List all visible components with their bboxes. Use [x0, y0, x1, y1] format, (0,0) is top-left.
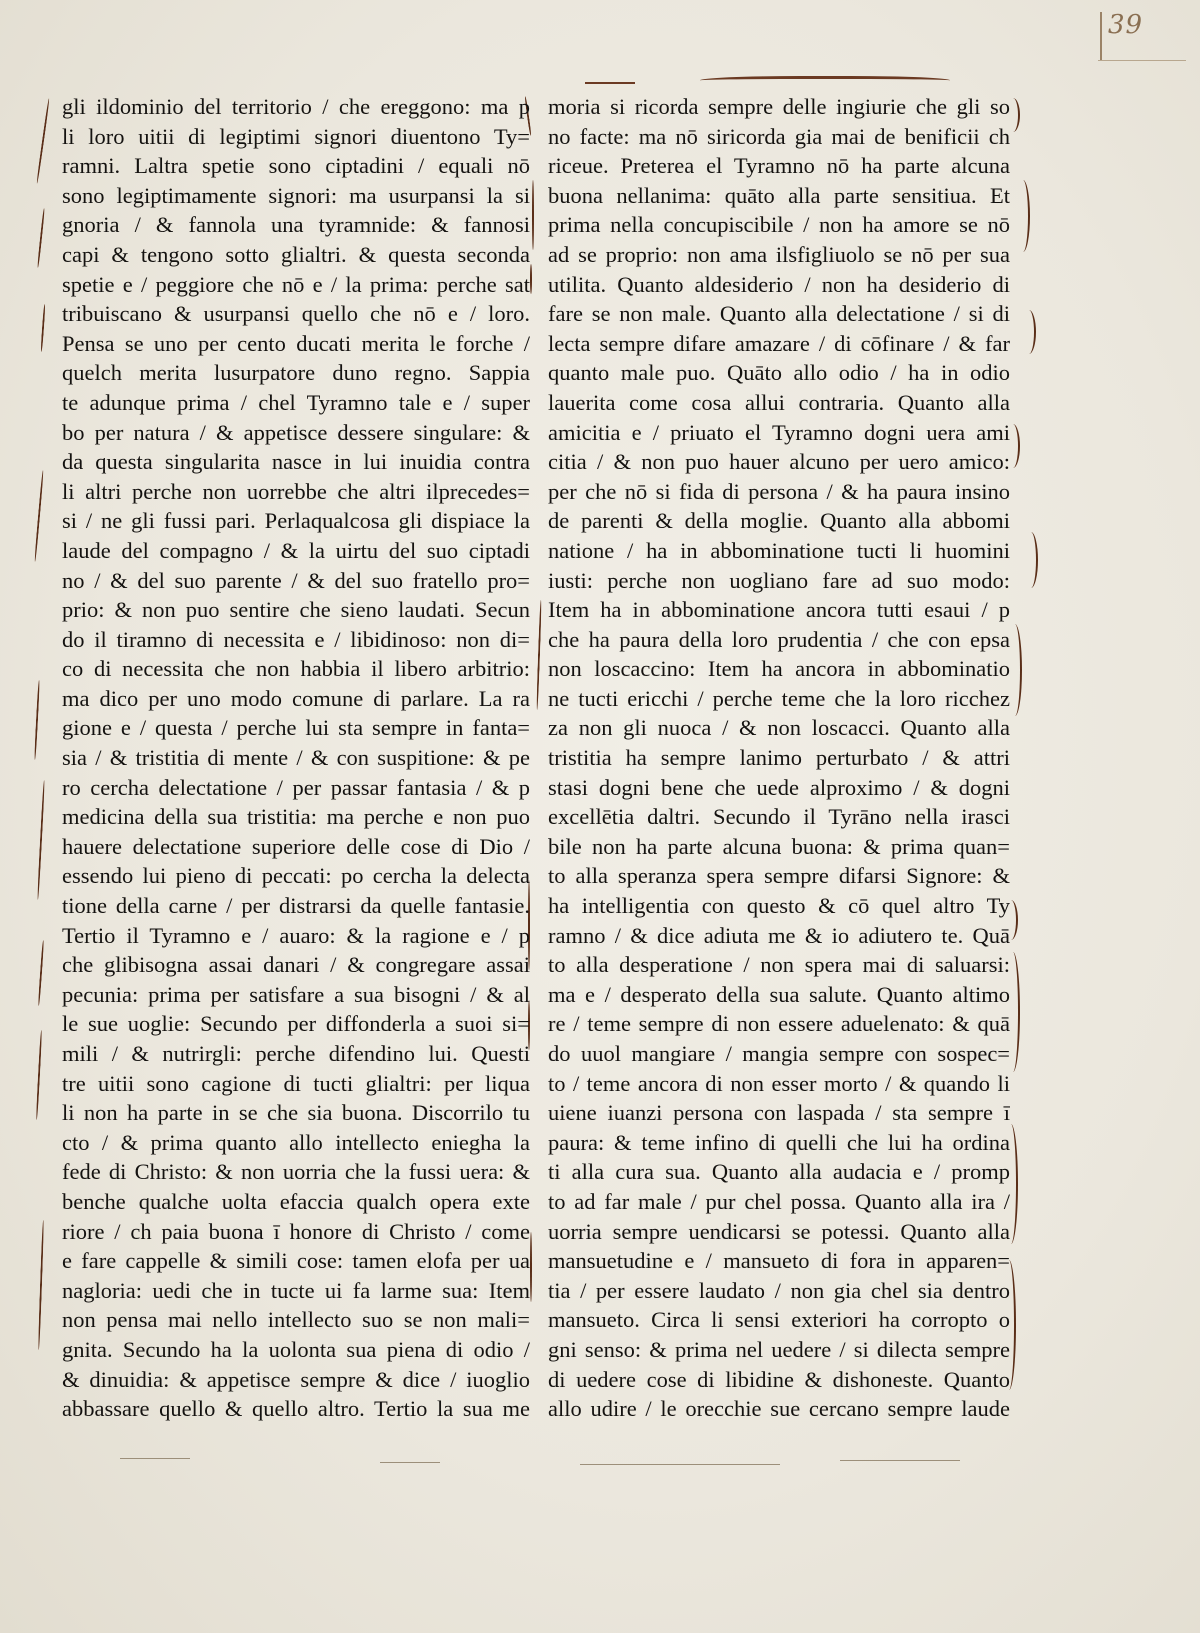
text-line: ramni. Laltra spetie sono ciptadini / equali nō: [62, 153, 530, 179]
text-line: Pensa se uno per cento ducati merita le forche /: [62, 330, 530, 356]
text-line: te adunque prima / chel Tyramno tale e / super: [62, 389, 530, 415]
margin-mark: [36, 1030, 43, 1120]
margin-mark: [34, 470, 44, 562]
text-line: re / teme sempre di non essere aduelenato: & quā: [548, 1011, 1010, 1037]
text-line: gli ildominio del territorio / che ereggono: ma p: [62, 94, 530, 119]
text-line: [548, 1424, 1010, 1454]
top-penwork-flourish: [700, 76, 950, 87]
text-column-right: [548, 92, 1010, 1453]
margin-mark: [34, 680, 40, 760]
text-line: no facte: ma nō siricorda gia mai de benificii ch: [548, 123, 1010, 149]
text-line: buona nellanima: quāto alla parte sensitiua. Et: [548, 182, 1010, 208]
text-line: che glibisogna assai danari / & congregare assai: [62, 952, 530, 978]
text-line: pecunia: prima per satisfare a sua bisogni / & al: [62, 981, 530, 1007]
text-line: tre uitii sono cagione di tucti glialtri: per liqua: [62, 1070, 530, 1096]
text-line: li altri perche non uorrebbe che altri ilprecedes=: [62, 478, 530, 504]
text-line: co di necessita che non habbia il libero arbitrio:: [62, 656, 530, 682]
margin-mark: [38, 940, 45, 1006]
text-line: non pensa mai nello intellecto suo se non mali=: [62, 1307, 530, 1333]
text-line: riceue. Preterea el Tyramno nō ha parte alcuna: [548, 153, 1010, 179]
text-line: medicina della sua tristitia: ma perche e non puo: [62, 804, 530, 830]
text-line: lauerita come cosa allui contraria. Quanto alla: [548, 389, 1010, 415]
text-line: utilita. Quanto aldesiderio / non ha desiderio di: [548, 271, 1010, 297]
text-column-left: [62, 92, 530, 1453]
text-line: & dinuidia: & appetisce sempre & dice / iuoglio: [62, 1366, 530, 1392]
text-line: do il tiramno di necessita e / libidinoso: non di=: [62, 626, 530, 652]
text-line: iusti: perche non uogliano fare ad suo modo:: [548, 567, 1010, 593]
text-line: ti alla cura sua. Quanto alla audacia e / promp: [548, 1159, 1010, 1185]
text-line: hauere delectatione superiore delle cose di Dio /: [62, 833, 530, 859]
folio-rule-vertical: [1100, 12, 1102, 60]
text-line: Item ha in abbominatione ancora tutti esaui / p: [548, 597, 1010, 623]
text-line: le sue uoglie: Secundo per diffonderla a suoi si=: [62, 1011, 530, 1037]
margin-mark: [36, 98, 50, 183]
text-line: tribuiscano & usurpansi quello che nō e / loro.: [62, 301, 530, 327]
text-line: prima nella concupiscibile / non ha amore se nō: [548, 212, 1010, 238]
text-line: tristitia ha sempre lanimo perturbato / & attri: [548, 745, 1010, 771]
text-line: laude del compagno / & la uirtu del suo ciptadi: [62, 537, 530, 563]
margin-mark: [40, 304, 45, 352]
bottom-rule: [380, 1462, 440, 1463]
text-line: fare se non male. Quanto alla delectatione / si di: [548, 301, 1010, 327]
bottom-rule: [120, 1458, 190, 1459]
margin-mark: [37, 208, 45, 268]
text-line: riore / ch paia buona ī honore di Christo / come: [62, 1218, 530, 1244]
text-line: [62, 1424, 530, 1454]
text-line: ramno / & dice adiuta me & io adiutero te. Quā: [548, 922, 1010, 948]
text-line: si / ne gli fussi pari. Perlaqualcosa gli dispiace la: [62, 508, 530, 534]
text-line: da questa singularita nasce in lui inuidia contra: [62, 449, 530, 475]
margin-bracket: [1016, 180, 1030, 252]
text-line: gnoria / & fannola una tyramnide: & fannosi: [62, 212, 530, 238]
text-line: capi & tengono sotto glialtri. & questa seconda: [62, 241, 530, 267]
text-line: prio: & non puo sentire che sieno laudati. Secun: [62, 597, 530, 623]
text-line: Tertio il Tyramno e / auaro: & la ragione e / p: [62, 922, 530, 948]
text-line: ma dico per uno modo comune di parlare. La ra: [62, 685, 530, 711]
text-line: amicitia e / priuato el Tyramno dogni uera ami: [548, 419, 1010, 445]
text-line: stasi dogni bene che uede alproximo / & dogni: [548, 774, 1010, 800]
bottom-rule: [580, 1464, 780, 1465]
text-line: za non gli nuoca / & non loscacci. Quanto alla: [548, 715, 1010, 741]
text-line: moria si ricorda sempre delle ingiurie che gli so: [548, 94, 1010, 119]
gutter-mark: [532, 180, 534, 250]
text-line: quanto male puo. Quāto allo odio / ha in odio: [548, 360, 1010, 386]
text-line: per che nō si fida di persona / & ha paura insino: [548, 478, 1010, 504]
text-line: natione / ha in abbominatione tucti li huomini: [548, 537, 1010, 563]
text-line: tione della carne / per distrarsi da quelle fantasie.: [62, 893, 530, 919]
text-line: lecta sempre difare amazare / di cōfinare / & far: [548, 330, 1010, 356]
text-line: no / & del suo parente / & del suo fratello pro=: [62, 567, 530, 593]
margin-bracket: [1022, 310, 1036, 354]
margin-bracket: [1008, 624, 1022, 716]
text-line: tia / per essere laudato / non gia chel sia dentro: [548, 1277, 1010, 1303]
text-line: paura: & teme infino di quelli che lui ha ordina: [548, 1129, 1010, 1155]
text-line: uiene iuanzi persona con laspada / sta sempre ī: [548, 1100, 1010, 1126]
text-line: to alla desperatione / non spera mai di saluarsi:: [548, 952, 1010, 978]
text-line: sono legiptimamente signori: ma usurpansi la si: [62, 182, 530, 208]
text-line: bile non ha parte alcuna buona: & prima quan=: [548, 833, 1010, 859]
text-line: nagloria: uedi che in tucte ui fa larme sua: Item: [62, 1277, 530, 1303]
text-line: to ad far male / pur chel possa. Quanto alla ira /: [548, 1188, 1010, 1214]
text-line: citia / & non puo hauer alcuno per uero amico:: [548, 449, 1010, 475]
folio-rule-horizontal: [1098, 60, 1186, 61]
bottom-rule: [840, 1460, 960, 1461]
text-line: ma e / desperato della sua salute. Quanto altimo: [548, 981, 1010, 1007]
text-line: e fare cappelle & simili cose: tamen elofa per ua: [62, 1248, 530, 1274]
gutter-mark: [536, 600, 542, 710]
text-line: excellētia daltri. Secundo il Tyrāno nella irasci: [548, 804, 1010, 830]
text-line: cto / & prima quanto allo intellecto eniegha la: [62, 1129, 530, 1155]
text-line: non loscaccino: Item ha ancora in abbominatio: [548, 656, 1010, 682]
folio-number: 39: [1108, 10, 1144, 40]
text-line: gnita. Secundo ha la uolonta sua piena di odio /: [62, 1336, 530, 1362]
text-line: li loro uitii di legiptimi signori diuentono Ty=: [62, 123, 530, 149]
top-penwork-small: [585, 82, 635, 84]
text-line: benche qualche uolta efaccia qualch opera exte: [62, 1188, 530, 1214]
text-line: di uedere cose di libidine & dishoneste. Quanto: [548, 1366, 1010, 1392]
text-line: de parenti & della moglie. Quanto alla abbomi: [548, 508, 1010, 534]
text-line: fede di Christo: & non uorria che la fussi uera: &: [62, 1159, 530, 1185]
text-line: mili / & nutrirgli: perche difendino lui. Questi: [62, 1041, 530, 1066]
text-line: quelch merita lusurpatore duno regno. Sappia: [62, 360, 530, 386]
text-line: gni senso: & prima nel uedere / si dilecta sempre: [548, 1336, 1010, 1362]
text-line: allo udire / le orecchie sue cercano sempre laude: [548, 1396, 1010, 1422]
text-line: ro cercha delectatione / per passar fantasia / & p: [62, 774, 530, 800]
margin-mark: [38, 1220, 45, 1350]
text-line: li non ha parte in se che sia buona. Discorrilo tu: [62, 1100, 530, 1126]
gutter-mark: [530, 264, 532, 294]
text-line: mansueto. Circa li sensi exteriori ha corropto o: [548, 1307, 1010, 1333]
text-line: che ha paura della loro prudentia / che con epsa: [548, 626, 1010, 652]
text-line: ad se proprio: non ama ilsfigliuolo se nō per sua: [548, 241, 1010, 267]
text-line: mansuetudine e / mansueto di fora in apparen=: [548, 1248, 1010, 1274]
text-line: do uuol mangiare / mangia sempre con sospec=: [548, 1041, 1010, 1066]
text-line: to alla speranza spera sempre difarsi Signore: &: [548, 863, 1010, 889]
text-line: bo per natura / & appetisce dessere singulare: &: [62, 419, 530, 445]
text-line: gione e / questa / perche lui sta sempre in fanta=: [62, 715, 530, 741]
text-line: ne tucti ericchi / perche teme che la loro ricchez: [548, 685, 1010, 711]
text-line: ha intelligentia con questo & cō quel altro Ty: [548, 893, 1010, 919]
text-line: sia / & tristitia di mente / & con suspitione: & pe: [62, 745, 530, 771]
text-line: spetie e / peggiore che nō e / la prima: perche sat: [62, 271, 530, 297]
gutter-mark: [530, 1232, 532, 1302]
text-line: to / teme ancora di non esser morto / & quando li: [548, 1070, 1010, 1096]
text-line: uorria sempre uendicarsi se potessi. Quanto alla: [548, 1218, 1010, 1244]
text-line: abbassare quello & quello altro. Tertio la sua me: [62, 1396, 530, 1422]
text-line: essendo lui pieno di peccati: po cercha la delecta: [62, 863, 530, 889]
margin-mark: [37, 780, 45, 900]
margin-bracket: [1024, 532, 1038, 588]
